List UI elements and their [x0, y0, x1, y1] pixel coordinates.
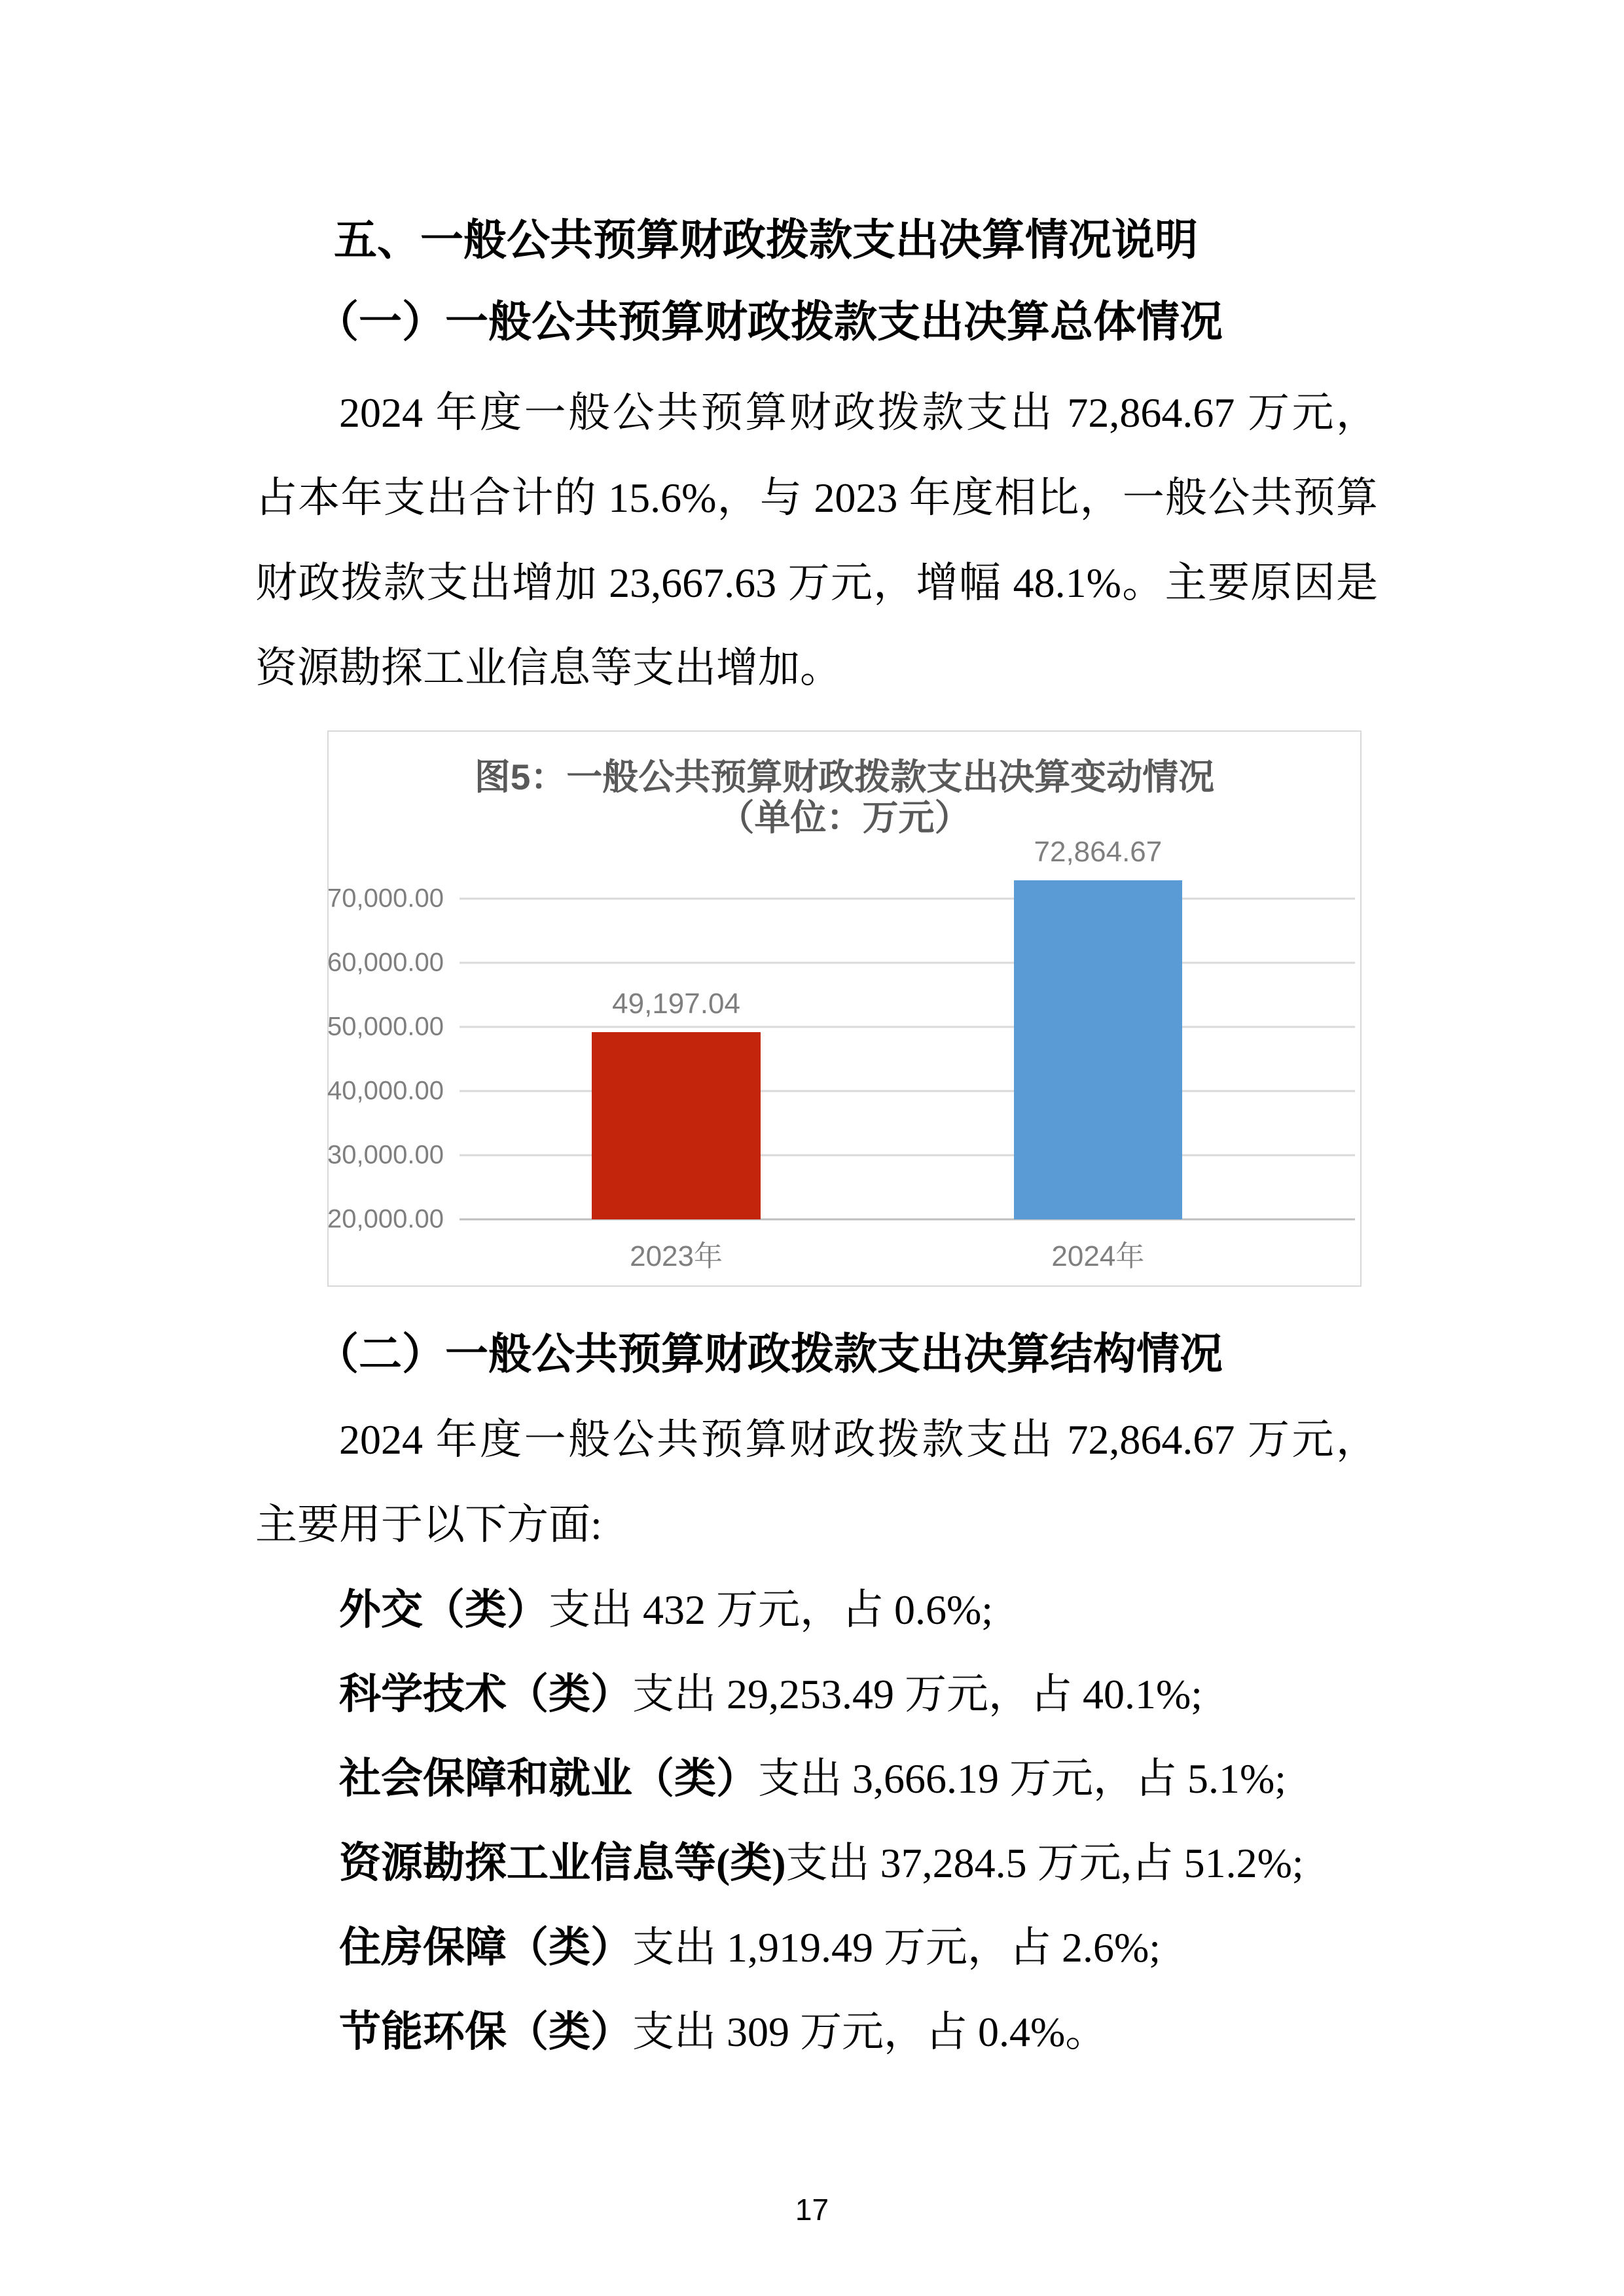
paragraph-line: 财政拨款支出增加 23,667.63 万元，增幅 48.1%。主要原因是 — [255, 560, 1378, 606]
chart-title-line1: 图5：一般公共预算财政拨款支出决算变动情况 — [474, 757, 1215, 797]
y-axis-tick-label: 50,000.00 — [327, 1012, 444, 1041]
subsection-heading-1: （一）一般公共预算财政拨款支出决算总体情况 — [316, 298, 1223, 346]
item-category-label: 节能环保（类） — [339, 2009, 632, 2055]
y-axis-tick-label: 20,000.00 — [327, 1204, 444, 1234]
item-category-label: 外交（类） — [339, 1587, 549, 1633]
item-value-text: 支出 309 万元，占 0.4%。 — [632, 2009, 1108, 2055]
paragraph-line: 2024 年度一般公共预算财政拨款支出 72,864.67 万元， — [339, 1416, 1378, 1463]
list-item — [255, 1924, 1378, 1972]
list-item — [255, 1586, 1378, 1634]
chart-title-line2: （单位：万元） — [718, 797, 971, 838]
item-category-label: 社会保障和就业（类） — [339, 1755, 758, 1802]
y-axis-tick-label: 60,000.00 — [327, 948, 444, 977]
paragraph-line: 资源勘探工业信息等支出增加。 — [255, 645, 842, 691]
bar-value-label: 72,864.67 — [1034, 835, 1163, 868]
x-axis-category-label: 2024年 — [1051, 1240, 1145, 1272]
paragraph-line: 主要用于以下方面: — [255, 1501, 602, 1548]
item-value-text: 支出 432 万元，占 0.6%; — [549, 1587, 994, 1633]
list-item — [255, 2008, 1378, 2056]
y-axis-tick-label: 30,000.00 — [327, 1140, 444, 1170]
section-heading: 五、一般公共预算财政拨款支出决算情况说明 — [334, 215, 1198, 264]
bar-value-label: 49,197.04 — [612, 987, 740, 1020]
gridline — [460, 962, 1355, 964]
item-category-label: 住房保障（类） — [339, 1924, 632, 1971]
bar-2024年 — [1014, 880, 1182, 1219]
gridline — [460, 898, 1355, 900]
item-value-text: 支出 29,253.49 万元，占 40.1%; — [632, 1671, 1203, 1717]
y-axis-tick-label: 70,000.00 — [327, 884, 444, 913]
plot-area — [460, 835, 1355, 1219]
item-value-text: 支出 3,666.19 万元，占 5.1%; — [758, 1755, 1287, 1802]
bar-chart-figure5 — [327, 730, 1362, 1287]
y-axis — [327, 867, 450, 1234]
gridline — [460, 1026, 1355, 1028]
list-item — [255, 1670, 1378, 1719]
y-axis-tick-label: 40,000.00 — [327, 1076, 444, 1105]
page-number: 17 — [795, 2193, 829, 2227]
subsection-heading-2: （二）一般公共预算财政拨款支出决算结构情况 — [316, 1331, 1223, 1378]
bar-2023年 — [592, 1032, 760, 1219]
x-axis — [460, 1219, 1355, 1272]
paragraph-line: 占本年支出合计的 15.6%，与 2023 年度相比，一般公共预算 — [255, 475, 1378, 521]
item-value-text: 支出 37,284.5 万元,占 51.2%; — [785, 1840, 1304, 1886]
paragraph-line: 2024 年度一般公共预算财政拨款支出 72,864.67 万元， — [339, 389, 1378, 436]
list-item — [255, 1839, 1378, 1888]
item-value-text: 支出 1,919.49 万元，占 2.6%; — [632, 1924, 1161, 1971]
x-axis-category-label: 2023年 — [630, 1240, 723, 1272]
item-category-label: 科学技术（类） — [339, 1671, 632, 1717]
item-category-label: 资源勘探工业信息等(类) — [339, 1840, 786, 1886]
list-item — [255, 1755, 1378, 1803]
